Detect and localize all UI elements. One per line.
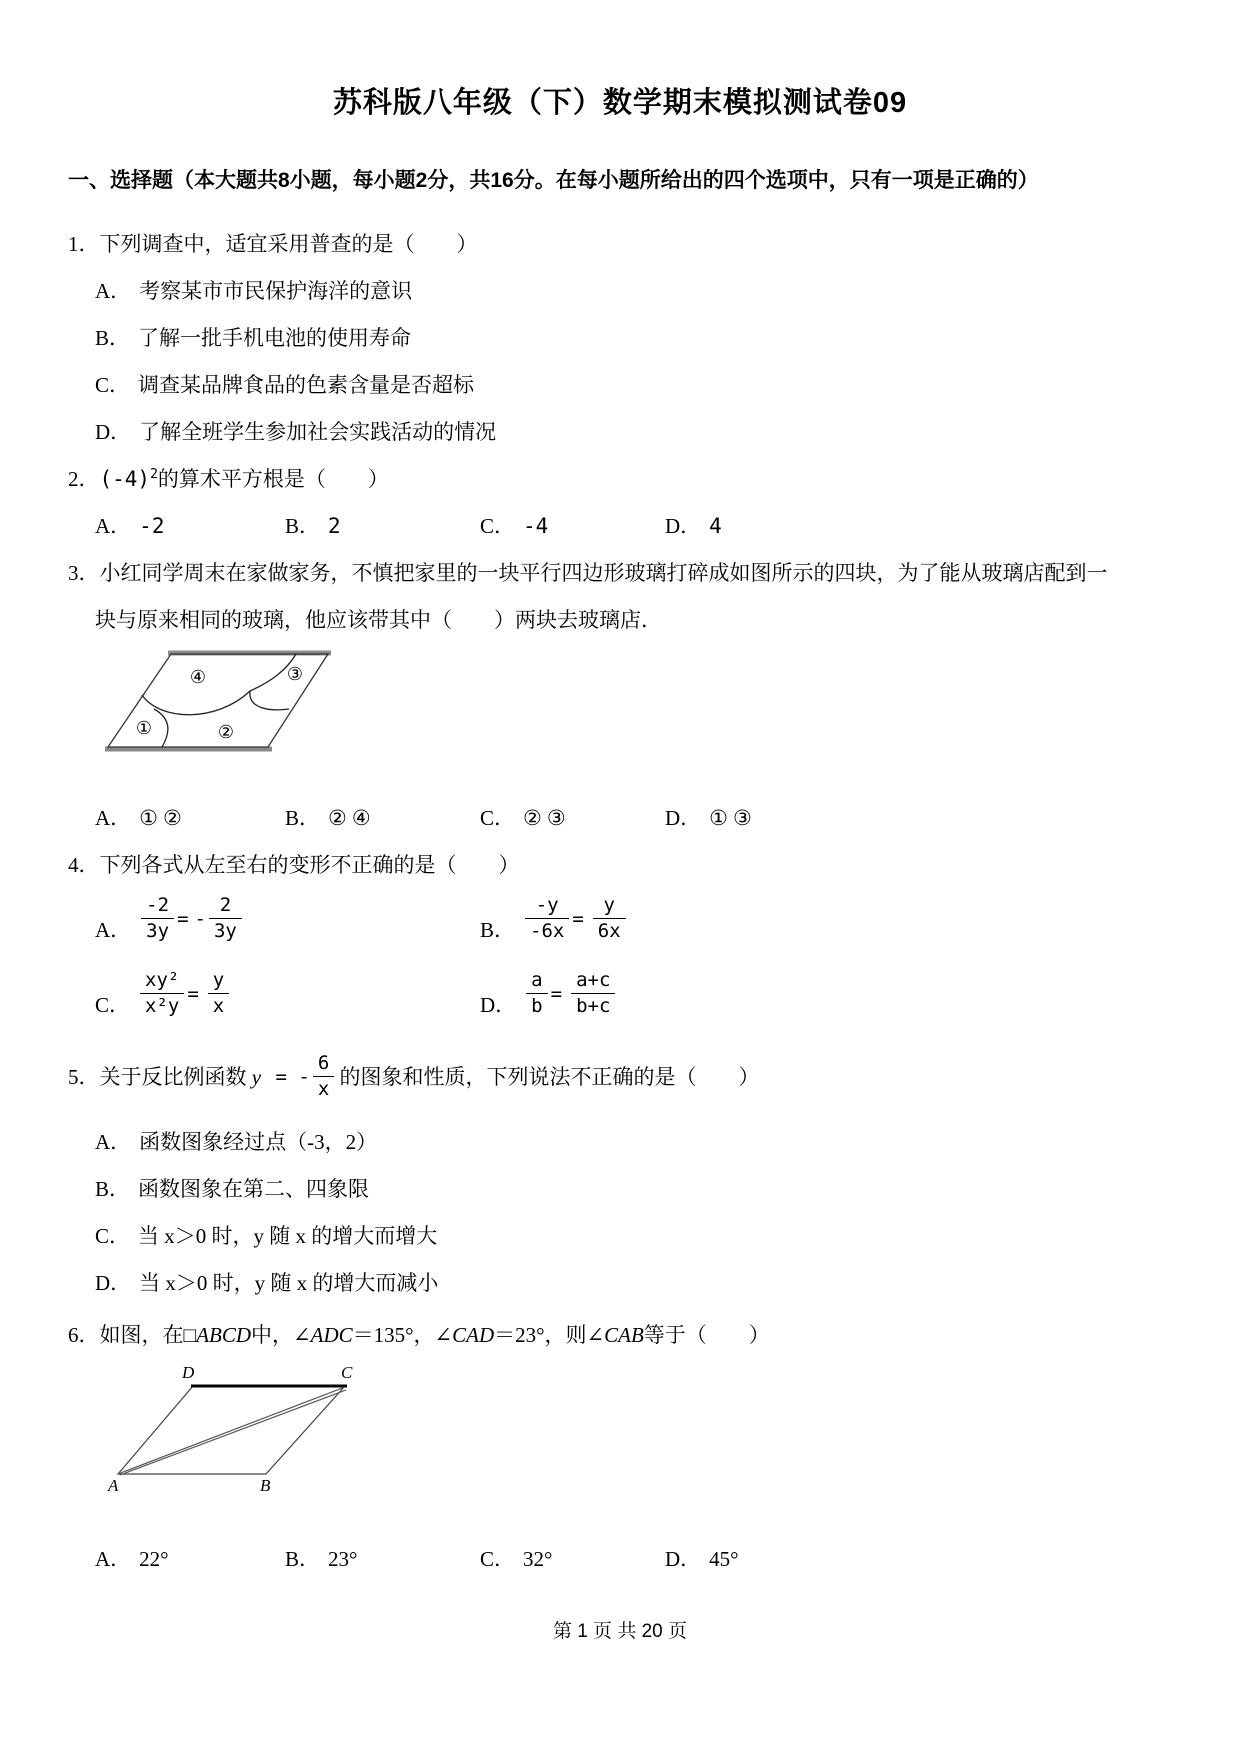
option-text: 当 x＞0 时，y 随 x 的增大而增大 [138, 1224, 438, 1248]
question-1-text: 下列调查中，适宜采用普查的是（ ） [99, 232, 478, 256]
question-3-stem-line1 [68, 560, 1172, 586]
fraction-numerator: y [593, 894, 626, 919]
option-text: -4 [523, 514, 549, 538]
fraction-denominator: b [531, 995, 543, 1017]
question-2-options [68, 513, 1172, 539]
option-text: 调查某品牌食品的色素含量是否超标 [138, 373, 475, 397]
question-6-stem [68, 1322, 1172, 1348]
question-5-option-c [68, 1223, 1172, 1249]
question-4-number: 4． [68, 853, 100, 877]
option-text: 了解全班学生参加社会实践活动的情况 [139, 420, 497, 444]
minus-sign: - [194, 907, 206, 930]
fraction [208, 969, 229, 1018]
stem-text: ＝135°，∠ [352, 1323, 453, 1347]
option-label: C． [95, 373, 131, 397]
fraction-numerator: 2 [209, 894, 242, 919]
diagonal-ac-1 [118, 1387, 345, 1474]
option-label: B． [285, 1547, 321, 1571]
fraction-numerator: a [526, 969, 547, 994]
option-label: D． [665, 1547, 702, 1571]
question-2-exponent: 2 [150, 467, 158, 482]
option-label: A． [95, 806, 132, 830]
option-label: A． [95, 514, 132, 538]
fraction-denominator: -6x [530, 920, 565, 942]
option-label: D． [95, 420, 132, 444]
option-label: D． [665, 514, 702, 538]
page-footer: 第 1 页 共 20 页 [552, 1621, 688, 1642]
piece-3-label: ③ [286, 664, 304, 684]
question-5-option-d [68, 1270, 1172, 1296]
question-2-option-d [665, 513, 722, 539]
fraction-numerator: 6 [313, 1052, 334, 1077]
option-text: 22° [139, 1547, 169, 1571]
option-label: A． [95, 279, 132, 303]
crack-line-2 [250, 691, 289, 710]
vertex-d-label: D [182, 1363, 195, 1382]
option-text: -2 [139, 514, 165, 538]
question-2-text: 的算术平方根是（ ） [157, 467, 389, 491]
piece-1-label: ① [135, 718, 153, 738]
y-variable: y [251, 1064, 262, 1089]
question-3-option-d [665, 805, 757, 831]
equals-sign: = [177, 907, 189, 930]
question-4-option-c [95, 969, 480, 1018]
option-label: C． [480, 806, 516, 830]
equals-sign: = [187, 982, 199, 1005]
question-4-option-a [95, 894, 480, 943]
question-4-option-d [480, 969, 615, 1018]
question-3-text-2: 块与原来相同的玻璃，他应该带其中（ ）两块去玻璃店． [95, 608, 662, 632]
equals-sign: = [572, 907, 584, 930]
question-2-option-c [480, 513, 665, 539]
fraction-denominator: x [317, 1078, 330, 1100]
fraction-numerator: y [208, 969, 229, 994]
stem-text: 中，∠ [251, 1323, 311, 1347]
question-2-stem [68, 466, 1172, 492]
option-text: ①③ [709, 806, 757, 830]
option-text: 考察某市市民保护海洋的意识 [139, 279, 413, 303]
question-3-option-b [285, 805, 480, 831]
option-text: 当 x＞0 时，y 随 x 的增大而减小 [139, 1271, 439, 1295]
question-2-expression: (-4) [99, 467, 151, 491]
question-1-stem [68, 231, 1172, 257]
question-6-option-a [95, 1546, 285, 1572]
question-3-option-c [480, 805, 665, 831]
question-4-stem [68, 852, 1172, 878]
vertex-a-label: A [108, 1476, 119, 1494]
piece-4-label: ④ [189, 667, 207, 687]
fraction [571, 969, 615, 1018]
option-text: 2 [328, 514, 341, 538]
option-label: A． [95, 1547, 132, 1571]
piece-2-label: ② [217, 722, 235, 742]
question-1-option-d [68, 419, 1172, 445]
question-5-text-post: 的图象和性质，下列说法不正确的是（ ） [334, 1064, 760, 1089]
broken-glass-figure [98, 649, 343, 753]
angle-adc: ADC [310, 1323, 353, 1347]
option-text: 45° [709, 1547, 739, 1571]
fraction [313, 1052, 334, 1101]
vertex-b-label: B [260, 1476, 271, 1494]
fraction [140, 969, 184, 1018]
option-text: 了解一批手机电池的使用寿命 [138, 326, 412, 350]
equals-sign: = [550, 982, 563, 1005]
question-6-option-d [665, 1546, 739, 1572]
option-label: D． [95, 1271, 132, 1295]
fraction-numerator: xy² [140, 969, 184, 994]
fraction [525, 894, 569, 943]
option-text: ②③ [523, 806, 571, 830]
question-2-number: 2． [68, 467, 100, 491]
question-1-option-a [68, 278, 1172, 304]
fraction [526, 969, 547, 1018]
option-label: B． [480, 918, 516, 942]
option-text: 函数图象在第二、四象限 [138, 1177, 370, 1201]
fraction-numerator: -2 [141, 894, 174, 919]
question-5-text-pre: 关于反比例函数 [99, 1064, 252, 1089]
vertex-c-label: C [341, 1363, 353, 1382]
question-4-options-row-1 [68, 894, 1172, 943]
parallelogram-abcd-figure [98, 1362, 368, 1494]
question-5-option-b [68, 1176, 1172, 1202]
option-label: A． [95, 918, 132, 942]
question-1-number: 1． [68, 232, 100, 256]
option-text: 23° [328, 1547, 358, 1571]
option-label: B． [285, 514, 321, 538]
vertices-label: ABCD [196, 1323, 252, 1347]
option-label: B． [95, 326, 131, 350]
question-5-number: 5． [68, 1064, 100, 1089]
page-title: 苏科版八年级（下）数学期末模拟测试卷09 [332, 87, 908, 119]
question-3-stem-line2 [68, 607, 1172, 633]
fraction [593, 894, 626, 943]
fraction-denominator: x²y [145, 995, 180, 1017]
crack-line-4 [154, 709, 168, 747]
question-6-option-b [285, 1546, 480, 1572]
question-3-number: 3． [68, 561, 100, 585]
stem-text: 等于（ ） [643, 1323, 770, 1347]
stem-text: ＝23°，则∠ [494, 1323, 605, 1347]
fraction-denominator: x [212, 995, 225, 1017]
option-label: D． [665, 806, 702, 830]
question-3-option-a [95, 805, 285, 831]
angle-cad: CAD [452, 1323, 495, 1347]
question-4-text: 下列各式从左至右的变形不正确的是（ ） [99, 853, 520, 877]
fraction-numerator: -y [525, 894, 569, 919]
question-6-options [68, 1546, 1172, 1572]
angle-cab: CAB [604, 1323, 644, 1347]
fraction [209, 894, 242, 943]
option-label: A． [95, 1130, 132, 1154]
option-text: 32° [523, 1547, 553, 1571]
option-text: 4 [709, 514, 722, 538]
option-text: ②④ [328, 806, 376, 830]
option-label: C． [95, 993, 131, 1017]
option-text: ①② [139, 806, 187, 830]
stem-text: 如图，在□ [99, 1323, 197, 1347]
option-text: 函数图象经过点（-3，2） [139, 1130, 378, 1154]
question-2-option-a [95, 513, 285, 539]
question-2-option-b [285, 513, 480, 539]
fraction-denominator: 3y [146, 920, 170, 942]
question-1-option-b [68, 325, 1172, 351]
option-label: C． [480, 514, 516, 538]
option-label: C． [95, 1224, 131, 1248]
question-6-option-c [480, 1546, 665, 1572]
option-label: B． [285, 806, 321, 830]
equals-minus: = - [264, 1065, 310, 1088]
question-3-text-1: 小红同学周末在家做家务，不慎把家里的一块平行四边形玻璃打碎成如图所示的四块，为了能从玻璃店配到一 [99, 561, 1108, 585]
option-label: D． [480, 993, 517, 1017]
fraction-denominator: 3y [213, 920, 237, 942]
fraction [141, 894, 174, 943]
option-label: B． [95, 1177, 131, 1201]
question-4-option-b [480, 894, 626, 943]
question-5-option-a [68, 1129, 1172, 1155]
section-heading: 一、选择题（本大题共8小题，每小题2分，共16分。在每小题所给出的四个选项中，只有一项是正确的） [68, 169, 1039, 192]
question-4-options-row-2 [68, 969, 1172, 1018]
question-6-number: 6． [68, 1323, 100, 1347]
fraction-denominator: b+c [576, 995, 611, 1017]
option-label: C． [480, 1547, 516, 1571]
fraction-denominator: 6x [597, 920, 621, 942]
question-1-option-c [68, 372, 1172, 398]
question-3-options [68, 805, 1172, 831]
fraction-numerator: a+c [571, 969, 615, 994]
question-5-stem [68, 1052, 1172, 1101]
